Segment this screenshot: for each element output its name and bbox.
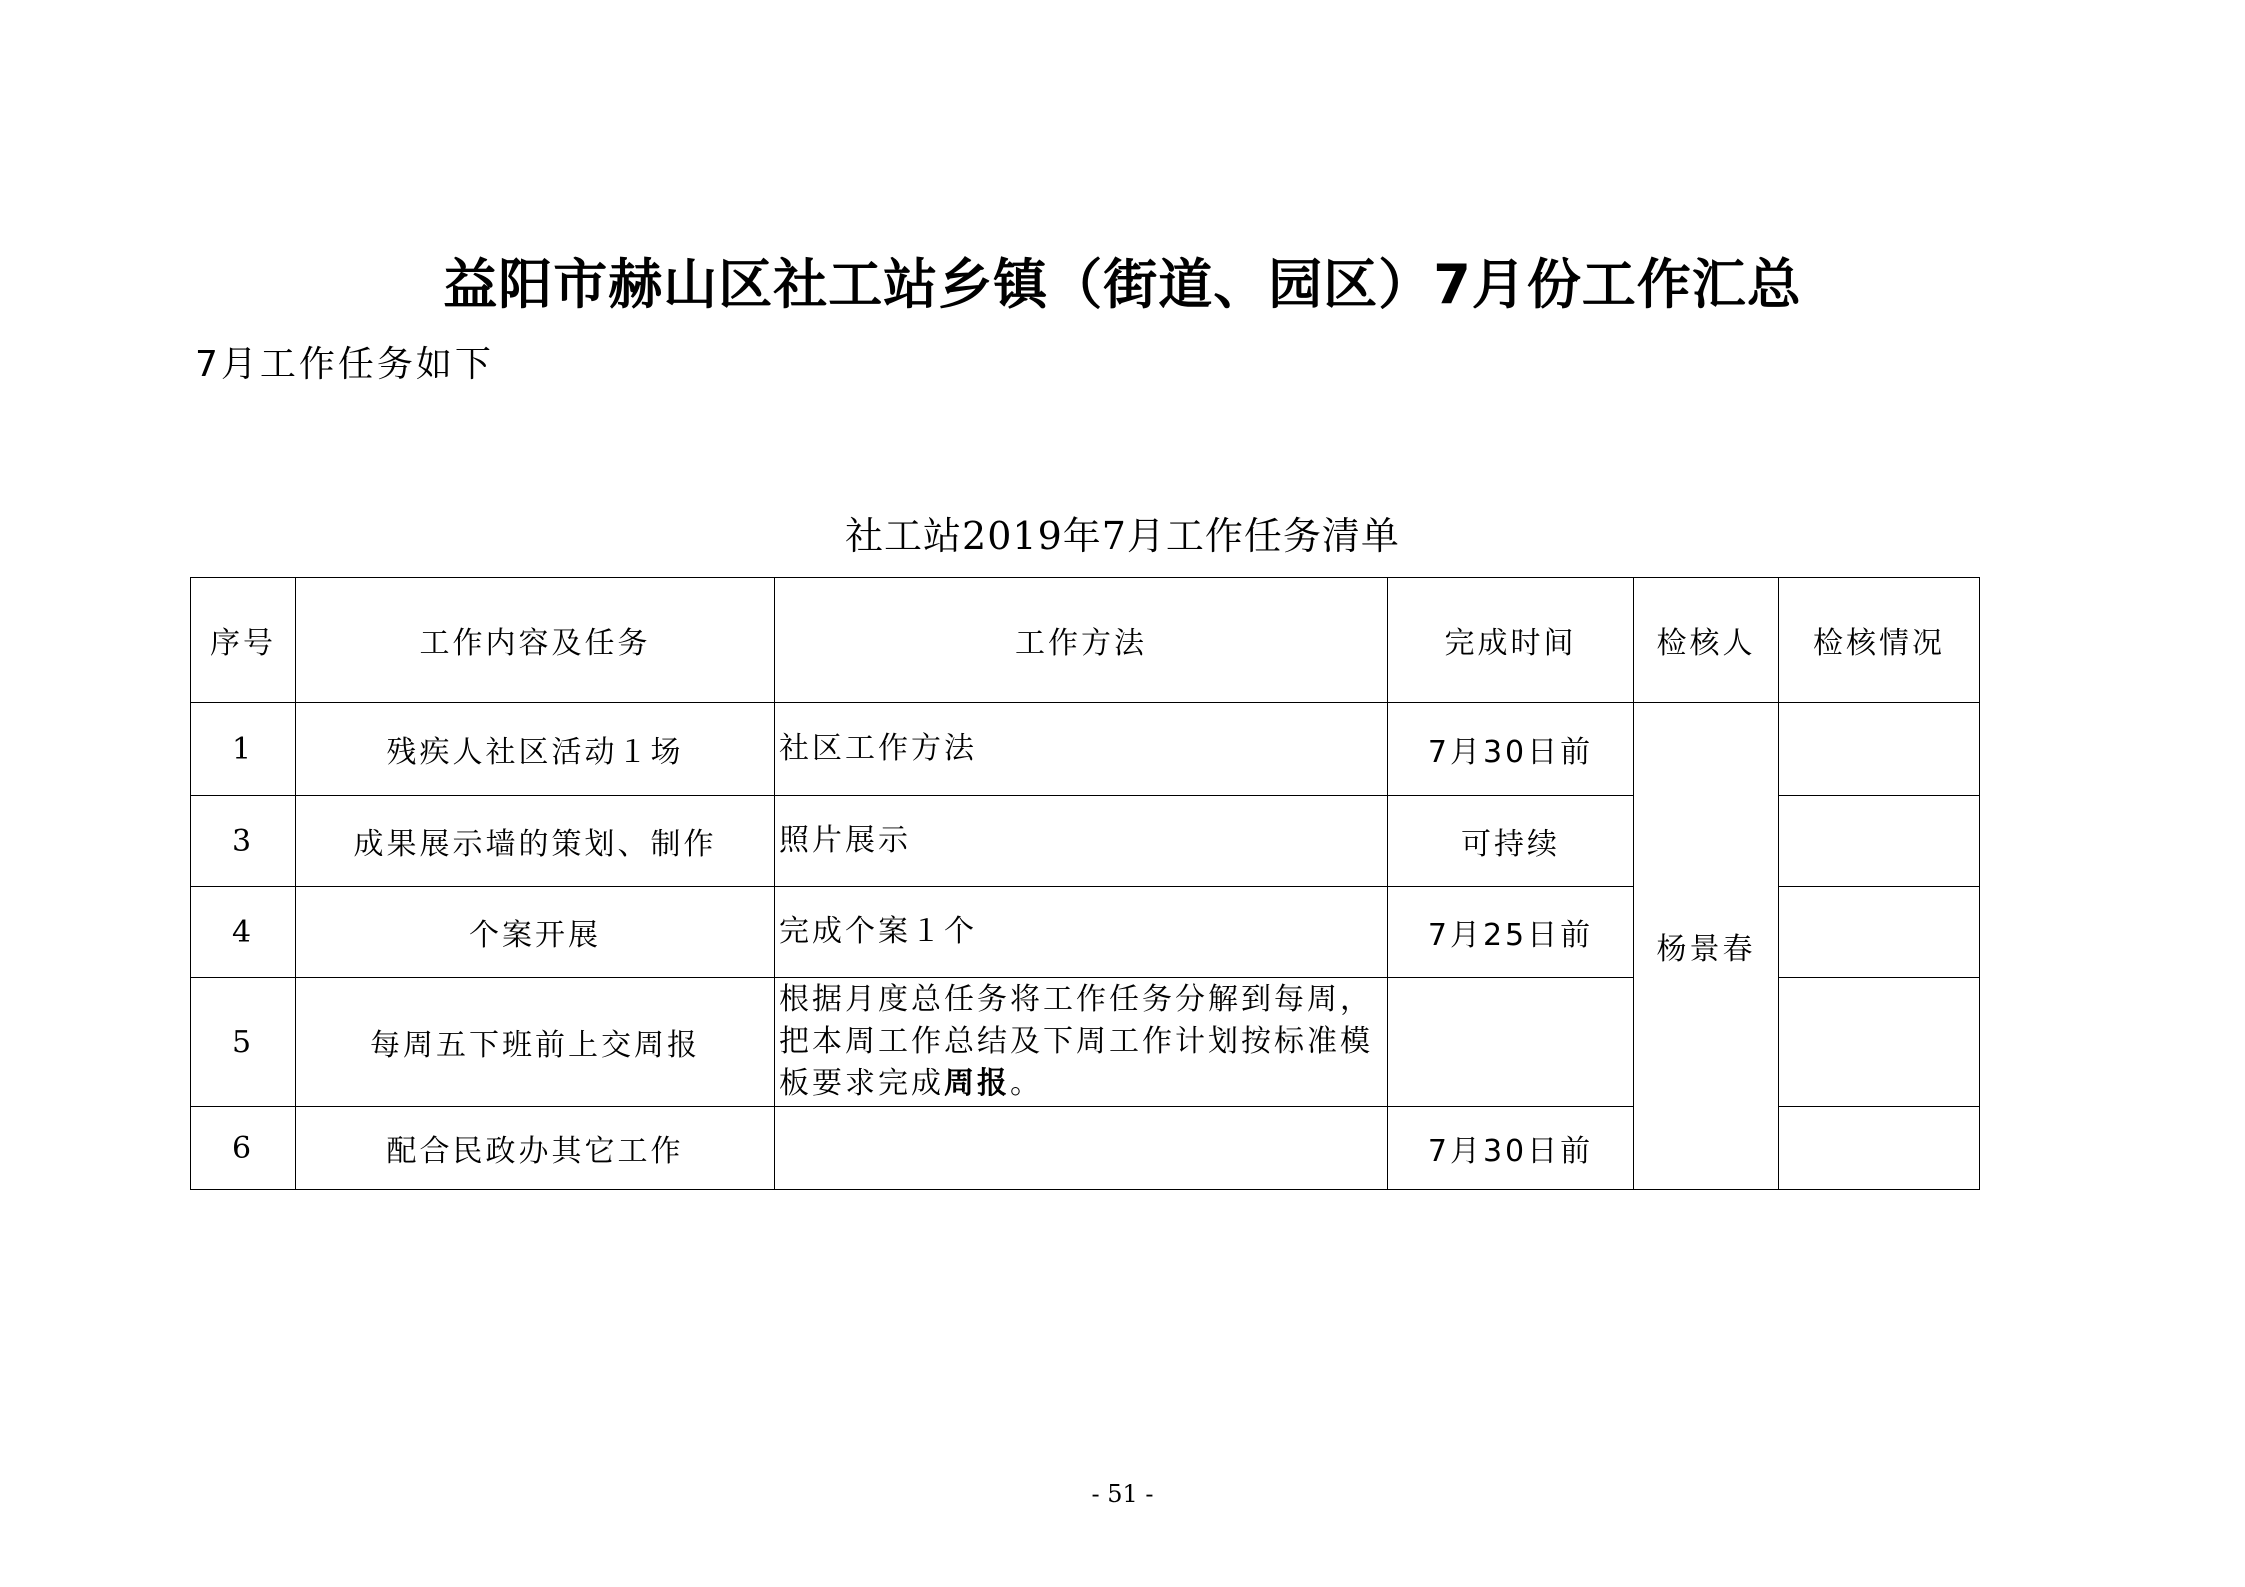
- header-status: 检核情况: [1779, 578, 1980, 703]
- cell-seq: 1: [191, 703, 296, 796]
- cell-time: [1388, 978, 1634, 1107]
- cell-time: 7月30日前: [1388, 1107, 1634, 1190]
- header-seq: 序号: [191, 578, 296, 703]
- cell-status: [1779, 1107, 1980, 1190]
- cell-method: 照片展示: [775, 796, 1388, 887]
- method-bold-text: 周报: [944, 1066, 1010, 1101]
- cell-status: [1779, 978, 1980, 1107]
- page-number: - 51 -: [1091, 1480, 1154, 1508]
- cell-time: 可持续: [1388, 796, 1634, 887]
- table-title: 社工站2019年7月工作任务清单: [845, 514, 1400, 558]
- header-time: 完成时间: [1388, 578, 1634, 703]
- cell-content: 成果展示墙的策划、制作: [296, 796, 775, 887]
- cell-seq: 3: [191, 796, 296, 887]
- cell-content: 每周五下班前上交周报: [296, 978, 775, 1107]
- cell-content: 配合民政办其它工作: [296, 1107, 775, 1190]
- header-checker: 检核人: [1634, 578, 1779, 703]
- cell-seq: 4: [191, 887, 296, 978]
- table-header-row: [191, 578, 1980, 703]
- cell-status: [1779, 796, 1980, 887]
- document-subtitle: 7月工作任务如下: [195, 344, 494, 385]
- task-table: [190, 577, 1980, 1190]
- cell-seq: 6: [191, 1107, 296, 1190]
- header-content: 工作内容及任务: [296, 578, 775, 703]
- method-text: 根据月度总任务将工作任务分解到每周，把本周工作总结及下周工作计划按标准模板要求完成: [779, 982, 1373, 1101]
- cell-method: 完成个案１个: [775, 887, 1388, 978]
- cell-method: [775, 978, 1388, 1107]
- table-row: [191, 703, 1980, 796]
- method-suffix: 。: [1010, 1066, 1043, 1101]
- cell-status: [1779, 703, 1980, 796]
- cell-time: 7月25日前: [1388, 887, 1634, 978]
- document-title: 益阳市赫山区社工站乡镇（街道、园区）7月份工作汇总: [443, 253, 1802, 316]
- cell-content: 个案开展: [296, 887, 775, 978]
- cell-seq: 5: [191, 978, 296, 1107]
- header-method: 工作方法: [775, 578, 1388, 703]
- cell-content: 残疾人社区活动１场: [296, 703, 775, 796]
- cell-status: [1779, 887, 1980, 978]
- cell-checker: 杨景春: [1634, 703, 1779, 1190]
- cell-method: 社区工作方法: [775, 703, 1388, 796]
- cell-method: [775, 1107, 1388, 1190]
- cell-time: 7月30日前: [1388, 703, 1634, 796]
